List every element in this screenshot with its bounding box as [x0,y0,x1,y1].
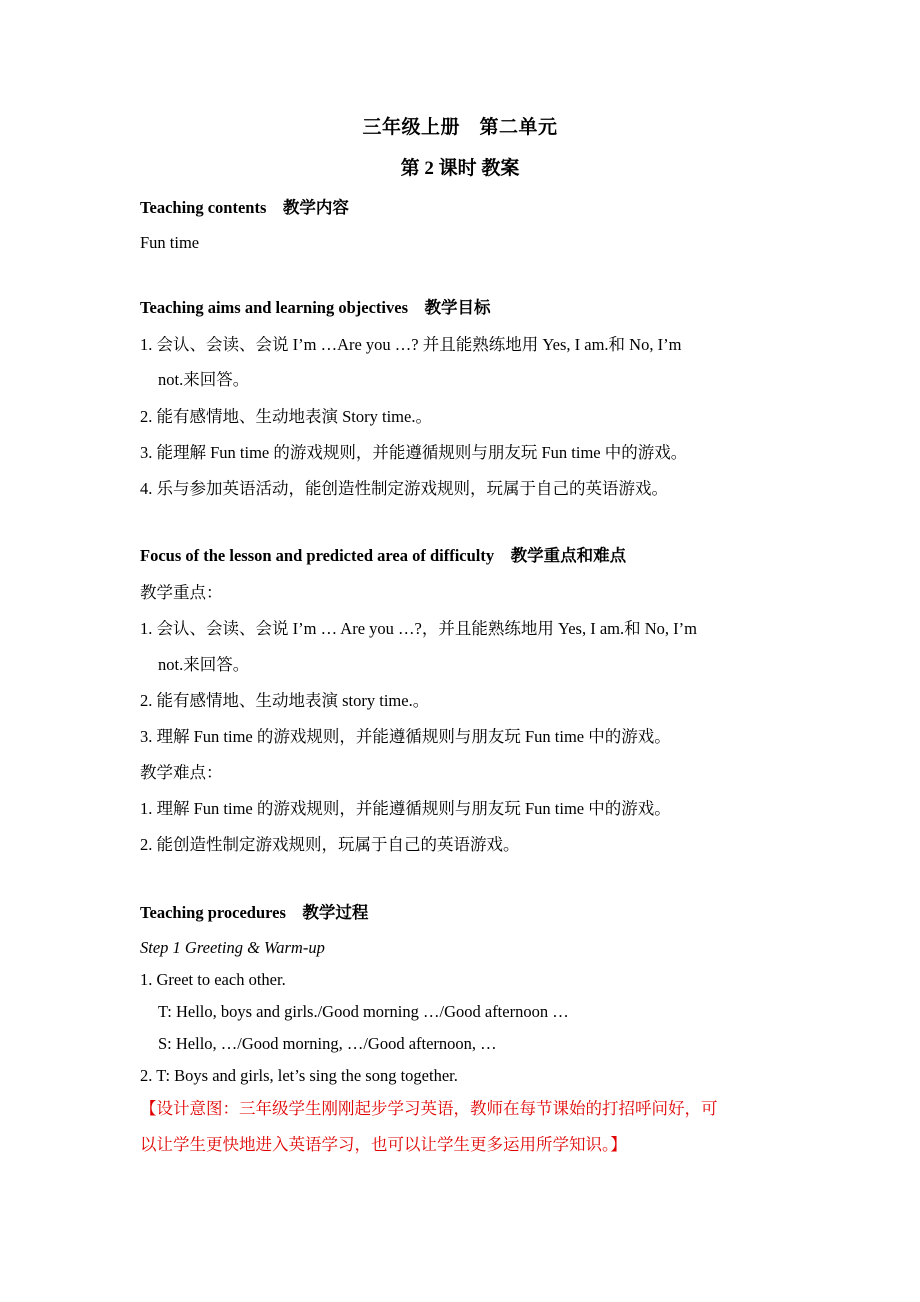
document-subtitle: 第 2 课时 教案 [400,158,520,179]
design-note-line-1: 【设计意图：三年级学生刚刚起步学习英语，教师在每节课始的打招呼问好，可 [140,1099,718,1118]
procedure-line-2: T: Hello, boys and girls./Good morning …/Good afternoon … [158,1002,569,1021]
focus-heading: Focus of the lesson and predicted area of difficulty 教学重点和难点 [140,546,627,565]
aims-item-2: 2. 能有感情地、生动地表演 Story time.。 [140,407,432,426]
key-item-1-cont: not.来回答。 [158,655,250,674]
difficulty-item-2: 2. 能创造性制定游戏规则，玩属于自己的英语游戏。 [140,835,520,854]
procedure-line-4: 2. T: Boys and girls, let’s sing the song together. [140,1066,458,1085]
aims-item-1-cont: not.来回答。 [158,370,250,389]
difficulty-label: 教学难点： [140,763,223,782]
key-item-1: 1. 会认、会读、会说 I’m … Are you …?，并且能熟练地用 Yes, I am.和 No, I’m [140,619,697,638]
design-note-line-2: 以让学生更快地进入英语学习，也可以让学生更多运用所学知识。】 [140,1135,627,1154]
aims-heading: Teaching aims and learning objectives 教学目标 [140,298,491,317]
key-points-label: 教学重点： [140,583,223,602]
contents-text: Fun time [140,233,200,252]
aims-item-1: 1. 会认、会读、会说 I’m …Are you …? 并且能熟练地用 Yes, I am.和 No, I’m [140,335,682,354]
step-1-heading: Step 1 Greeting & Warm-up [140,938,325,957]
difficulty-item-1: 1. 理解 Fun time 的游戏规则，并能遵循规则与朋友玩 Fun time 中的游戏。 [140,799,671,818]
key-item-2: 2. 能有感情地、生动地表演 story time.。 [140,691,430,710]
aims-item-3: 3. 能理解 Fun time 的游戏规则，并能遵循规则与朋友玩 Fun time 中的游戏。 [140,443,688,462]
procedure-line-1: 1. Greet to each other. [140,970,286,989]
procedures-heading: Teaching procedures 教学过程 [140,903,369,922]
procedure-line-3: S: Hello, …/Good morning, …/Good afternoon, … [158,1034,497,1053]
key-item-3: 3. 理解 Fun time 的游戏规则，并能遵循规则与朋友玩 Fun time 中的游戏。 [140,727,671,746]
document-title: 三年级上册 第二单元 [362,117,558,138]
aims-item-4: 4. 乐与参加英语活动，能创造性制定游戏规则，玩属于自己的英语游戏。 [140,479,668,498]
contents-heading: Teaching contents 教学内容 [140,198,349,217]
